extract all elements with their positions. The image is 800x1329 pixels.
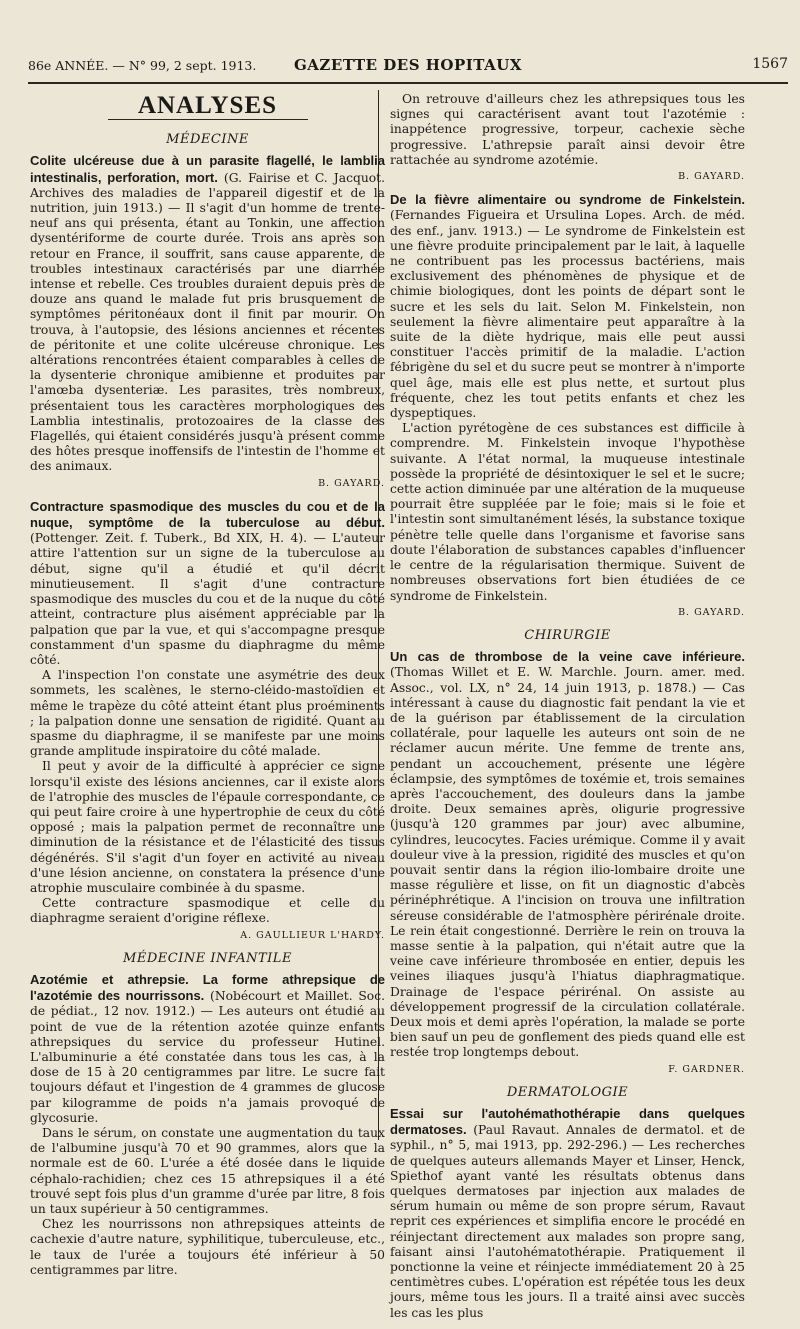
section-heading-medecine: MÉDECINE — [166, 132, 249, 148]
section-heading-dermatologie: DERMATOLOGIE — [506, 1084, 629, 1100]
title-rule — [108, 119, 308, 120]
article-contracture — [30, 499, 385, 943]
article-signature: F. GARDNER. — [668, 1063, 745, 1075]
article-paragraph — [390, 1106, 745, 1321]
article-signature: A. GAULLIEUR L'HARDY. — [240, 929, 385, 941]
article-body: (G. Fairise et C. Jacquot. Archives des maladies de l'appareil digestif et de la nutrition, juin 1913.) — Il s'agit d'un homme de trente-neuf ans qui présenta, étant au Tonkin, une affection dysentériforme de courte durée. Trois ans après son retour en France, il souffrit, sans cause apparente, de troubles intestinaux caractérisés par une diarrhée intense et rebelle. Ces troubles duraient depuis près de douze ans quand le malade fut pris brusquement de symptômes péritonéaux dont il finit par mourir. On trouva, à l'autopsie, des lésions anciennes et récentes de péritonite et une colite ulcéreuse chronique. Les altérations rencontrées étaient comparables à celles de la dysenterie chronique amibienne et produites par l'amœba dysenteriæ. Les parasites, très nombreux, présentaient tous les caractères morphologiques des Lamblia intestinalis, protozoaires de la classe des Flagellés, qui étaient considérés jusqu'à présent comme des hôtes presque inoffensifs de l'intestin de l'homme et des animaux. — [30, 170, 385, 474]
article-paragraph: Il peut y avoir de la difficulté à apprécier ce signe lorsqu'il existe des lésions anciennes, car il existe alors de l'atrophie des muscles de l'épaule correspondante, ce qui peut faire croire à une hypertrophie de ceux du côté opposé ; mais la palpation permet de reconnaître une diminution de la résistance et de l'élasticité des tissus dégénérés. S'il s'agit d'un foyer en activité au niveau d'une lésion ancienne, on constatera la présence d'une atrophie musculaire combinée à du spasme. — [30, 759, 385, 895]
article-paragraph: A l'inspection l'on constate une asymétrie des deux sommets, les scalènes, le sterno-cléido-mastoïdien et même le trapèze du côté atteint étant plus proéminents ; la palpation donne une sensation de rigidité. Quant au spasme du diaphragme, il se manifeste par une moins grande amplitude inspiratoire du côté malade. — [30, 668, 385, 759]
running-header — [28, 56, 788, 78]
article-thrombose — [390, 649, 745, 1077]
section-heading-chirurgie: CHIRURGIE — [524, 627, 611, 643]
article-body: (Pottenger. Zeit. f. Tuberk., Bd XIX, H. 4). — L'auteur attire l'attention sur un signe de la tuberculose au début, signe qu'il a étudié et qu'il décrit minutieusement. Il s'agit d'une contracture spasmodique des muscles du cou et de la nuque du côté atteint, contracture plus aisément appréciable par la palpation que par la vue, et qui s'accompagne presque constamment d'un spasme du diaphragme du même côté. — [30, 531, 385, 667]
article-paragraph — [30, 153, 385, 474]
article-signature: B. GAYARD. — [318, 477, 385, 489]
article-signature: B. GAYARD. — [678, 606, 745, 618]
article-title: Colite ulcéreuse due à un parasite flagellé, le lamblia intestinalis, perforation, mort. — [30, 153, 385, 185]
article-paragraph — [30, 499, 385, 668]
article-azotemie-continued — [390, 92, 745, 184]
article-azotemie — [30, 972, 385, 1278]
article-paragraph — [30, 972, 385, 1126]
header-rule — [28, 82, 788, 84]
article-body: (Fernandes Figueira et Ursulina Lopes. Arch. de méd. des enf., janv. 1913.) — Le syndrome de Finkelstein est une fièvre produite principalement par le lait, à laquelle ne contribuent pas les processus bactériens, mais exclusivement des phénomènes de physique et de chimie biologiques, dont les points de départ sont le sucre et les sels du lait. Selon M. Finkelstein, non seulement la fièvre alimentaire peut apparaître à la suite de la diète hydrique, mais elle peut aussi constituer l'accès primitif de la maladie. L'action fébrigène du sel et du sucre peut se montrer à n'importe quel âge, mais elle est plus nette, et surtout plus fréquente, chez les tout petits enfants et chez les dyspeptiques. — [390, 208, 745, 421]
journal-title: GAZETTE DES HOPITAUX — [293, 56, 522, 74]
article-paragraph — [390, 192, 745, 421]
article-body: (Paul Ravaut. Annales de dermatol. et de syphil., n° 5, mai 1913, pp. 292-296.) — Les recherches de quelques auteurs allemands Mayer et Linser, Henck, Spiethof ayant vanté les résultats obtenus dans quelques dermatoses par injection aux malades de sérum humain ou même de son propre sérum, Ravaut reprit ces expériences et simplifia encore le procédé en réinjectant directement aux malades son propre sang, faisant ainsi l'autohématothérapie. Pratiquement il ponctionne la veine et réinjecte immédiatement 20 à 25 centimètres cubes. L'opération est répétée tous les deux jours, même tous les jours. Il a traité ainsi avec succès les cas les plus — [390, 1123, 745, 1320]
article-title: Contracture spasmodique des muscles du cou et de la nuque, symptôme de la tuberculose au début. — [30, 498, 385, 531]
issue-info: 86e ANNÉE. — N° 99, 2 sept. 1913. — [28, 58, 257, 73]
article-body: (Thomas Willet et E. W. Marchle. Journ. amer. med. Assoc., vol. LX, n° 24, 14 juin 1913, p. 1878.) — Cas intéressant à cause du diagnostic fait pendant la vie et de la guérison par établissement de la circulation collatérale, pour laquelle les auteurs ont soin de ne réclamer aucun mérite. Une femme de trente ans, pendant un accouchement, présente une légère éclampsie, des symptômes de toxémie et, trois semaines après l'accouchement, des douleurs dans la jambe droite. Deux semaines après, oligurie progressive (jusqu'à 120 grammes par jour) avec albumine, cylindres, leucocytes. Facies urémique. Comme il y avait douleur vive à la pression, rigidité des muscles et qu'on pouvait sentir dans la région ilio-lombaire droite une masse régulière et lisse, on fit un diagnostic d'abcès périnéphrétique. A l'incision on trouva une infiltration séreuse considérable de l'atmosphère périrénale droite. Le rein était congestionné. Derrière le rein on trouva la masse sentie à la palpation, qui n'était autre que la veine cave inférieure thrombosée en entier, depuis les veines iliaques jusqu'à l'hiatus diaphragmatique. Drainage de l'espace périrénal. On assiste au développement progressif de la circulation collatérale. Deux mois et demi après l'opération, la malade se porte bien sauf un peu de gonflement des pieds quand elle est restée trop longtemps debout. — [390, 665, 745, 1060]
article-title: Azotémie et athrepsie. La forme athrepsique de l'azotémie des nourrissons. — [30, 971, 385, 1004]
article-body: (Nobécourt et Maillet. Soc. de pédiat., 12 nov. 1912.) — Les auteurs ont étudié au point de vue de la rétention azotée quinze enfants athrepsiques du service du professeur Hutinel. L'albuminurie a été constatée dans tous les cas, à la dose de 15 à 20 centigrammes par litre. Le sucre fait toujours défaut et l'ingestion de 4 grammes de glucose par kilogramme de poids n'a jamais provoqué de glycosurie. — [30, 989, 385, 1125]
article-paragraph: L'action pyrétogène de ces substances est difficile à comprendre. M. Finkelstein invoque l'hypothèse suivante. A l'état normal, la muqueuse intestinale possède la propriété de désintoxiquer le sel et le sucre; cette action diminuée par une altération de la muqueuse pourrait être suppléée par le foie; mais si le foie et l'intestin sont simultanément lésés, la substance toxique pénètre telle quelle dans l'organisme et favorise sans doute l'élaboration de substances capables d'influencer le centre de la régularisation thermique. Suivent de nombreuses observations fort bien étudiées de ce syndrome de Finkelstein. — [390, 421, 745, 603]
article-paragraph — [390, 649, 745, 1060]
article-colite — [30, 153, 385, 490]
left-column — [30, 92, 385, 1286]
section-heading-medecine-infantile: MÉDECINE INFANTILE — [123, 950, 292, 966]
article-paragraph: Dans le sérum, on constate une augmentation du taux de l'albumine jusqu'à 70 et 90 grammes, alors que la normale est de 60. L'urée a été dosée dans le liquide céphalo-rachidien; chez ces 15 athrepsiques il a été trouvé sept fois plus d'un gramme d'urée par litre, 8 fois un taux supérieur à 50 centigrammes. — [30, 1126, 385, 1217]
article-signature: B. GAYARD. — [678, 171, 745, 183]
article-title: De la fièvre alimentaire ou syndrome de Finkelstein. — [390, 192, 745, 208]
article-paragraph: Cette contracture spasmodique et celle du diaphragme seraient d'origine réflexe. — [30, 896, 385, 926]
article-finkelstein — [390, 192, 745, 620]
article-title: Essai sur l'autohémathothérapie dans quelques dermatoses. — [390, 1106, 745, 1138]
article-paragraph: On retrouve d'ailleurs chez les athrepsiques tous les signes qui caractérisent avant tout l'azotémie : inappétence progressive, torpeur, cachexie sèche progressive. L'athrepsie paraît ainsi devoir être rattachée au syndrome azotémie. — [390, 92, 745, 167]
article-autohemotherapie — [390, 1106, 745, 1321]
article-title: Un cas de thrombose de la veine cave inférieure. — [390, 649, 745, 665]
article-paragraph: Chez les nourrissons non athrepsiques atteints de cachexie d'autre nature, syphilitique, tuberculeuse, etc., le taux de l'urée a toujours été inférieur à 50 centigrammes par litre. — [30, 1217, 385, 1277]
right-column — [390, 92, 745, 1329]
page-number: 1567 — [752, 56, 788, 72]
page-title: ANALYSES — [137, 92, 278, 119]
